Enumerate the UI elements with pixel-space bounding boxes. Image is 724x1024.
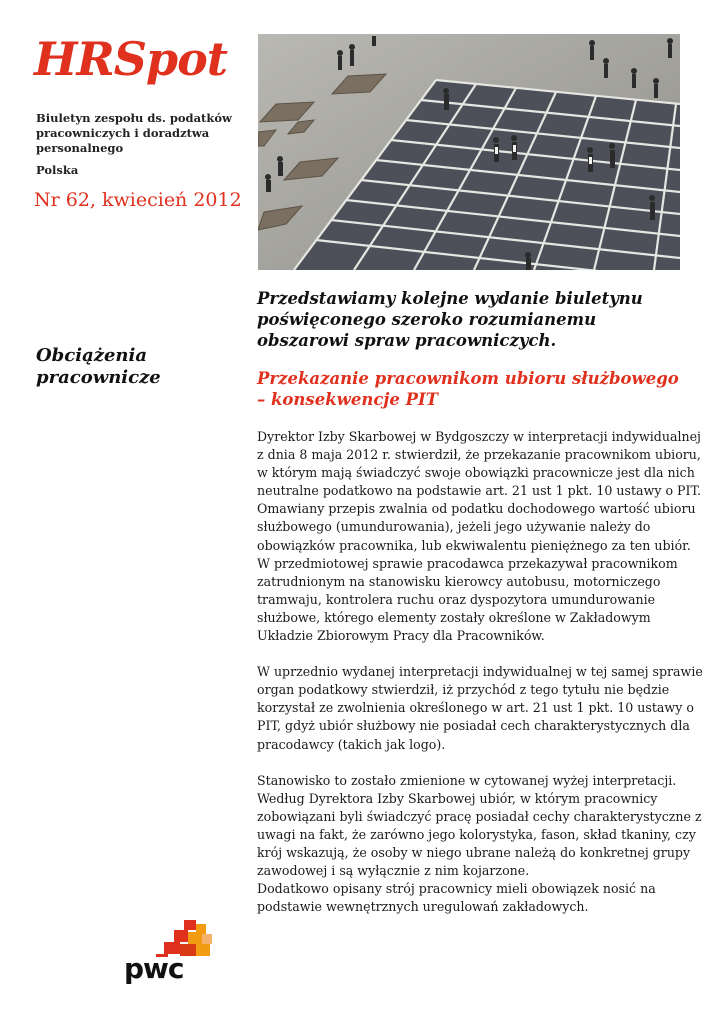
text-line: służbowe, którego elementy zostały określone w Zakładowym <box>257 609 651 625</box>
text-line: neutralne podatkowo na podstawie art. 21 ust 1 pkt. 10 ustawy o PIT. <box>257 483 702 499</box>
text-line: służbowego (umundurowania), jeżeli jego używanie należy do <box>257 519 651 535</box>
text-line: z dnia 8 maja 2012 r. stwierdził, że przekazanie pracownikom ubioru, <box>257 447 701 463</box>
section-heading: Obciążenia pracownicze <box>36 345 161 388</box>
text-line: w którym mają świadczyć swoje obowiązki pracownicze jest dla nich <box>257 465 695 481</box>
text-line: pracodawcy (takich jak logo). <box>257 736 446 752</box>
pwc-logo-text: pwc <box>124 952 184 985</box>
article-title: Przekazanie pracownikom ubioru służbowego – konsekwencje PIT <box>257 369 679 409</box>
issue-number: Nr 62, kwiecień 2012 <box>34 189 242 211</box>
text-line: zawodowej i są wyłącznie z nim kojarzone. <box>257 863 530 879</box>
text-line: Dodatkowo opisany strój pracownicy mieli obowiązek nosić na <box>257 881 656 897</box>
text-line: zatrudnionym na stanowisku kierowcy autobusu, motorniczego <box>257 573 661 589</box>
plaza-people-illustration <box>258 34 680 270</box>
text-line: podstawie wewnętrznych uregulowań zakładowych. <box>257 899 589 915</box>
article-body <box>257 428 703 934</box>
country-label: Polska <box>36 163 79 177</box>
masthead-title: HRSpot <box>34 32 228 86</box>
text-line: Stanowisko to zostało zmienione w cytowanej wyżej interpretacji. <box>257 772 677 788</box>
text-line: krój wskazują, że osoby w niego ubrane należą do konkretnej grupy <box>257 844 691 860</box>
text-line: W przedmiotowej sprawie pracodawca przekazywał pracownikom <box>257 555 678 571</box>
text-line: tramwaju, kontrolera ruchu oraz dyspozytora umundurowanie <box>257 591 656 607</box>
text-line: uwagi na fakt, że zarówno jego kolorystyka, fason, skład tkaniny, czy <box>257 826 696 842</box>
article-paragraph <box>257 663 703 753</box>
text-line: zobowiązani byli świadczyć pracę posiadał cechy charakterystyczne z <box>257 808 702 824</box>
intro-text: Przedstawiamy kolejne wydanie biuletynu poświęconego szeroko rozumianemu obszarowi spraw pracowniczych. <box>257 289 643 350</box>
text-line: Układzie Zbiorowym Pracy dla Pracowników. <box>257 628 545 644</box>
text-line: korzystał ze zwolnienia określonego w art. 21 ust 1 pkt. 10 ustawy o <box>257 700 694 716</box>
text-line: Według Dyrektora Izby Skarbowej ubiór, w którym pracownicy <box>257 790 658 806</box>
text-line: Dyrektor Izby Skarbowej w Bydgoszczy w interpretacji indywidualnej <box>257 429 701 444</box>
text-line: PIT, gdyż ubiór służbowy nie posiadał cech charakterystycznych dla <box>257 718 690 734</box>
article-paragraph <box>257 772 702 917</box>
text-line: obowiązków pracownika, lub ekwiwalentu pieniężnego za ten ubiór. <box>257 537 691 553</box>
masthead-subtitle: Biuletyn zespołu ds. podatków pracowniczych i doradztwa personalnego <box>36 111 232 155</box>
text-line: organ podatkowy stwierdził, iż przychód z tego tytułu nie będzie <box>257 682 670 698</box>
text-line: Omawiany przepis zwalnia od podatku dochodowego wartość ubioru <box>257 501 696 517</box>
text-line: W uprzednio wydanej interpretacji indywidualnej w tej samej sprawie <box>257 664 703 680</box>
cover-photo <box>258 34 680 270</box>
article-paragraph <box>257 428 702 645</box>
